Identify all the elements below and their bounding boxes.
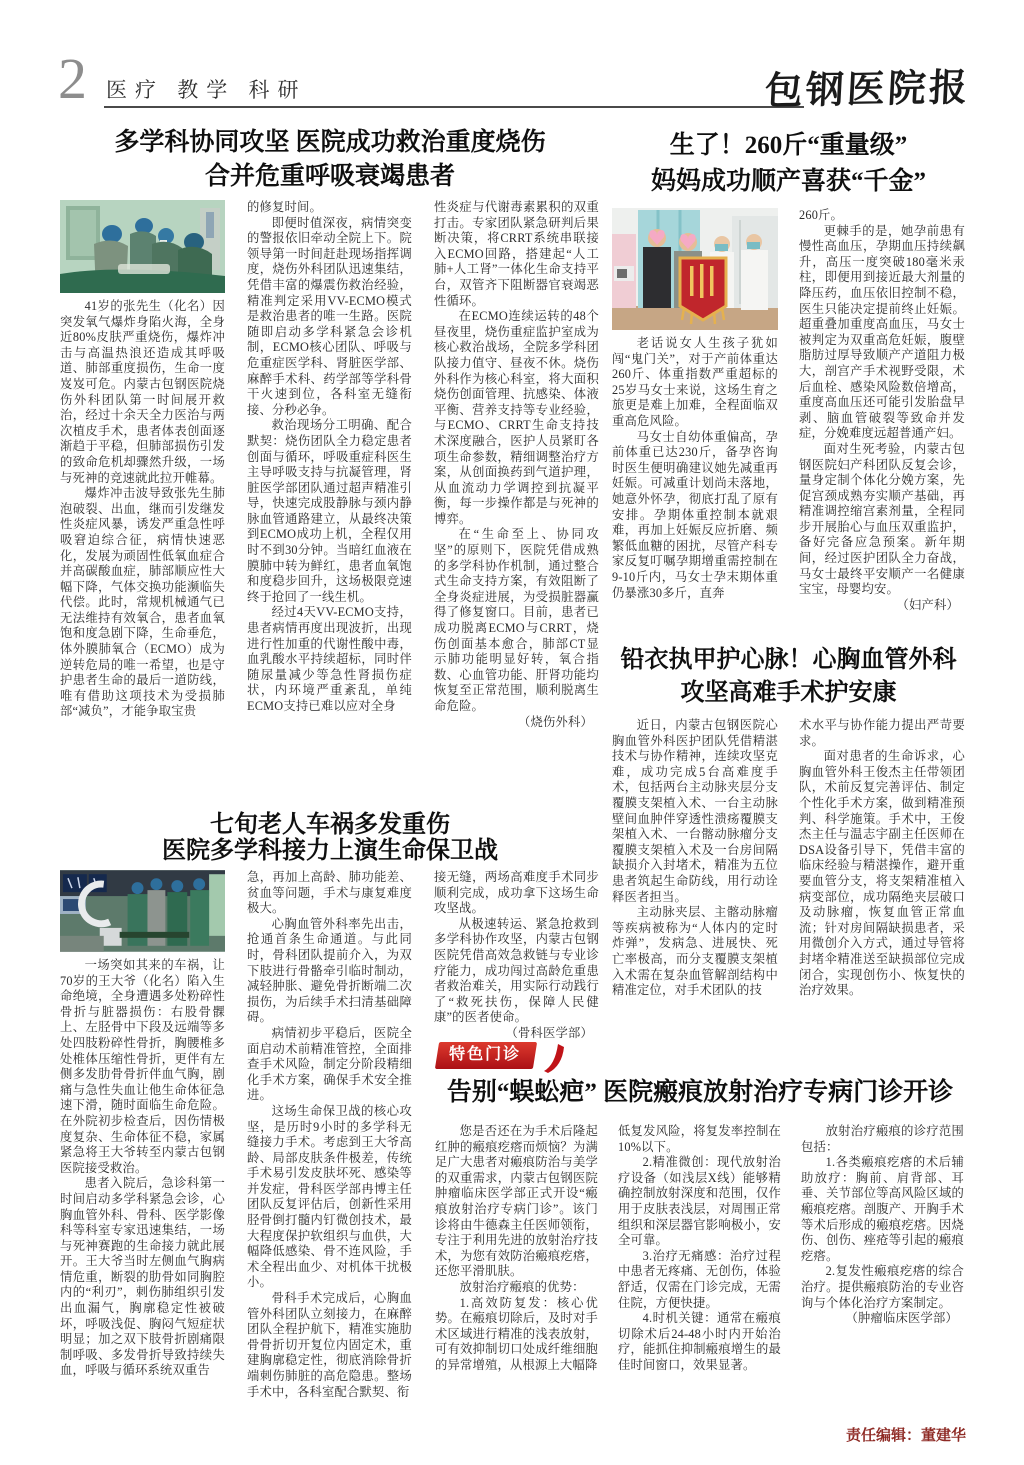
pennant-banner-illustration — [612, 208, 778, 330]
operating-room-illustration — [60, 200, 225, 293]
header-rule — [104, 106, 804, 108]
page-number: 2 — [58, 46, 87, 111]
text-column — [60, 870, 225, 1400]
column-text — [435, 1124, 598, 1374]
paragraph: 41岁的张先生（化名）因突发氧气爆炸身陷火海，全身近80%皮肤严重烧伤，爆炸冲击与高温热浪还造成其呼吸道、肺部重度损伤，生命一度岌岌可危。内蒙古包钢医院烧伤外科团队第一时间展开救治，经过十余天全力医治与两次植皮手术，患者体表创面逐渐趋于平稳，但肺部损伤引发的致命危机却骤然升级，一场与死神的竞速就此拉开帷幕。 — [60, 299, 225, 485]
c-arm-operating-room-illustration — [60, 870, 225, 952]
paragraph: 放射治疗瘢痕的优势： — [459, 1279, 585, 1294]
article-title — [60, 812, 600, 864]
paragraph: 在ECMO连续运转的48个昼夜里，烧伤重症监护室成为核心救治战场，全院多学科团队接力值守、昼夜不休。烧伤外科作为核心科室，将大面积烧伤创面管理、抗感染、体液平衡、营养支持等专业经验，与ECMO、CRRT生命支持技术深度融合，医护人员紧盯各项生命参数，精细调整治疗方案，从创面换药到气道护理，从血流动力学调控到抗凝平衡，每一步操作都是与死神的博弈。 — [434, 309, 599, 526]
badge-swoosh-icon — [541, 1042, 567, 1074]
paragraph: 在“生命至上、协同攻坚”的原则下，医院凭借成熟的多学科协作机制，通过整合式生命支持方案，有效阻断了全身炎症进展，为受损脏器赢得了修复窗口。目前，患者已成功脱离ECMO与CRRT，烧伤创面基本愈合，肺部CT显示肺功能明显好转，氧合指数、心血管功能、肝肾功能均恢复至正常范围，顺利脱离生命危险。 — [434, 527, 599, 713]
column-text — [799, 208, 965, 613]
text-column — [612, 208, 778, 613]
article-title — [60, 126, 600, 194]
paragraph: 近日，内蒙古包钢医院心胸血管外科医护团队凭借精湛技术与协作精神，连续攻坚克难，成功完成5台高难度手术，包括两台主动脉夹层分支覆膜支架植入术、一台主动脉壁间血肿伴穿透性溃疡覆膜支架植入术、一台髂动脉瘤分支覆膜支架植入术及一台房间隔缺损介入封堵术，精准为五位患者筑起生命防线，用行动诠释医者担当。 — [612, 718, 778, 904]
article-scar-radiotherapy-clinic — [435, 1076, 965, 1374]
paragraph: 马女士自幼体重偏高，孕前体重已达230斤，备孕咨询时医生便明确建议她先减重再妊娠。可减重计划尚未落地，她意外怀孕，彻底打乱了原有安排。孕期体重控制本就艰难，再加上妊娠反应折磨、频繁低血糖的困扰，尽管产科专家反复叮嘱孕期增重需控制在9-10斤内，马女士孕末期体重仍暴涨30多斤，直奔 — [612, 429, 778, 600]
column-text — [60, 299, 225, 720]
paragraph: 急，再加上高龄、肺功能差、贫血等问题，手术与康复难度极大。 — [247, 870, 412, 916]
paragraph: 的修复时间。 — [247, 200, 322, 214]
text-column — [799, 208, 965, 613]
column-text — [612, 718, 778, 999]
paragraph: 1.高效防复发：核心优势。在瘢痕切除后，及时对手术区域进行精准的浅表放射，可有效抑制切口处成纤维细胞的异常增殖，从根源上大幅降 — [435, 1295, 598, 1372]
paragraph: 这场生命保卫战的核心攻坚，是历时9小时的多学科无缝接力手术。考虑到王大爷高龄、局部皮肤条件极差，传统手术易引发皮肤坏死、感染等并发症，骨科医学部冉博主任团队反复评估后，创新性采用胫骨倒打髓内钉微创技术，最大程度保护软组织与血供，大幅降低感染、骨不连风险，手术全程出血少、对机体干扰极小。 — [247, 1103, 412, 1290]
title-line: 生了！260斤“重量级” — [669, 132, 908, 159]
paragraph: 主动脉夹层、主髂动脉瘤等疾病被称为“人体内的定时炸弹”，发病急、进展快、死亡率极高，而分支覆膜支架植入术需在复杂血管解剖结构中精准定位，对手术团队的技 — [612, 905, 778, 998]
paragraph: 您是否还在为手术后隆起红肿的瘢痕疙瘩而烦恼？为满足广大患者对瘢痕防治与美学的双重需求，内蒙古包钢医院肿瘤临床医学部正式开设“瘢痕放射治疗专病门诊”。该门诊将由牛德森主任医师领衔，专注于利用先进的放射治疗技术，为您有效防治瘢痕疙瘩，还您平滑肌肤。 — [435, 1124, 598, 1279]
section-title: 医疗 教学 科研 — [106, 78, 307, 102]
paragraph: 老话说女人生孩子犹如闯“鬼门关”，对于产前体重达260斤、体重指数严重超标的25岁马女士来说，这场生育之旅更是难上加难，全程面临双重高危风险。 — [612, 336, 778, 428]
newspaper-masthead: 包钢医院报 — [763, 67, 971, 113]
column-text — [247, 200, 412, 715]
paragraph: 从极速转运、紧急抢救到多学科协作攻坚，内蒙古包钢医院凭借高效急救链与专业诊疗能力，成功闯过高龄危重患者救治难关，用实际行动践行了“救死扶伤，保障人民健康”的医者使命。 — [434, 916, 599, 1025]
paragraph: 2.精准微创：现代放射治疗设备（如浅层X线）能够精确控制放射深度和范围，仅作用于皮肤表浅层，对周围正常组织和深层器官影响极小，安全可靠。 — [618, 1155, 781, 1248]
paragraph: 4.时机关键：通常在瘢痕切除术后24-48小时内开始治疗，能抓住抑制瘢痕增生的最佳时间窗口，效果显著。 — [618, 1311, 781, 1372]
text-column — [799, 718, 965, 999]
paragraph: 接无缝，两场高难度手术同步顺利完成，成功拿下这场生命攻坚战。 — [434, 870, 599, 916]
article-body — [612, 208, 965, 613]
paragraph: 3.治疗无痛感：治疗过程中患者无疼痛、无创伤，体验舒适，仅需在门诊完成，无需住院，方便快捷。 — [618, 1248, 781, 1310]
paragraph: 低复发风险，将复发率控制在10%以下。 — [618, 1124, 781, 1154]
article-title — [435, 1076, 965, 1110]
text-column — [612, 718, 778, 999]
column-text — [434, 870, 599, 1042]
banner-gift-photo — [612, 208, 778, 330]
text-column — [60, 200, 225, 730]
paragraph: 2.复发性瘢痕疙瘩的综合治疗。提供瘢痕防治的专业咨询与个体化治疗方案制定。 — [801, 1264, 964, 1310]
column-text — [618, 1124, 781, 1374]
title-line: 妈妈成功顺产喜获“千金” — [650, 168, 926, 195]
paragraph: 骨科手术完成后，心胸血管外科团队立刻接力，在麻醉团队全程护航下，精准实施肋骨骨折切开复位内固定术，重建胸廓稳定性，彻底消除骨折端刺伤肺脏的高危隐患。整场手术中，各科室配合默契、衔 — [247, 1291, 412, 1399]
paragraph: 面对生死考验，内蒙古包钢医院妇产科团队反复会诊，量身定制个体化分娩方案，先促宫颈成熟夯实顺产基础，再精准调控缩宫素剂量，全程同步开展胎心与血压双重监护，备好完备应急预案。新年期间，经过医护团队全力奋战，马女士最终平安顺产一名健康宝宝，母婴均安。 — [799, 441, 965, 597]
column-text — [612, 336, 778, 601]
responsible-editor: 责任编辑：董建华 — [845, 1428, 966, 1444]
title-line: 铅衣执甲护心脉！心胸血管外科 — [620, 647, 957, 673]
article-byline: （肿瘤临床医学部） — [845, 1311, 958, 1326]
paragraph: 爆炸冲击波导致张先生肺泡破裂、出血，继而引发继发性炎症风暴，诱发严重急性呼吸窘迫综合征，病情快速恶化，发展为顽固性低氧血症合并高碳酸血症，肺部顺应性大幅下降，气体交换功能濒临失代偿。此时，常规机械通气已无法维持有效氧合，患者血氧饱和度急剧下降，生命垂危，体外膜肺氧合（ECMO）成为逆转危局的唯一希望，也是守护患者生命的最后一道防线，唯有借助这项技术为受损肺部“减负”，才能争取宝贵 — [60, 486, 225, 719]
article-title — [612, 644, 965, 710]
text-column — [618, 1124, 781, 1374]
paragraph: 术水平与协作能力提出严苛要求。 — [799, 718, 965, 748]
article-heavy-mother-delivery — [612, 128, 965, 613]
paragraph: 即便时值深夜，病情突变的警报依旧牵动全院上下。院领导第一时间赶赴现场指挥调度，烧伤外科团队迅速集结，凭借丰富的爆震伤救治经验，精准判定采用VV-ECMO模式是救治患者的唯一生路。医院随即启动多学科紧急会诊机制，ECMO核心团队、呼吸与危重症医学科、肾脏医学部、麻醉手术科、药学部等学科骨干火速到位，各科室无缝衔接、分秒必争。 — [247, 215, 412, 417]
paragraph: 病情初步平稳后，医院全面启动术前精准管控，全面排查手术风险，制定分阶段精细化手术方案，确保手术安全推进。 — [247, 1025, 412, 1103]
paragraph: 救治现场分工明确、配合默契：烧伤团队全力稳定患者创面与循环，呼吸重症科医生主导呼吸支持与抗凝管理，肾脏医学部团队通过超声精准引导，快速完成股静脉与颈内静脉血管通路建立，从最终决策到ECMO成功上机，全程仅用时不到30分钟。当暗红血液在膜肺中转为鲜红，患者血氧饱和度稳步回升，这场极限竞速终于抢回了一线生机。 — [247, 418, 412, 604]
burn-surgery-photo — [60, 200, 225, 293]
trauma-surgery-photo — [60, 870, 225, 952]
text-column — [435, 1124, 598, 1374]
title-line: 医院多学科接力上演生命保卫战 — [162, 838, 498, 864]
badge-ribbon — [435, 1042, 537, 1069]
paragraph: 性炎症与代谢毒素累积的双重打击。专家团队紧急研判后果断决策，将CRRT系统串联接入ECMO回路，搭建起“人工肺+人工肾”一体化生命支持平台，双管齐下阻断器官衰竭恶性循环。 — [434, 200, 599, 308]
paragraph: 放射治疗瘢痕的诊疗范围包括： — [801, 1124, 964, 1154]
column-text — [801, 1124, 964, 1327]
paragraph: 面对患者的生命诉求，心胸血管外科王俊杰主任带领团队，术前反复完善评估、制定个性化手术方案，做到精准预判、科学施策。手术中，王俊杰主任与温志宇副主任医师在DSA设备引导下，凭借丰富的临床经验与精湛操作，避开重要血管分支，将支架精准植入病变部位，成功隔绝夹层破口及动脉瘤，恢复血管正常血流；针对房间隔缺损患者，采用微创介入方式，通过导管将封堵伞精准送至缺损部位完成闭合，实现创伤小、恢复快的治疗效果。 — [799, 749, 965, 998]
article-byline: （骨科医学部） — [505, 1025, 593, 1040]
paragraph: 更棘手的是，她孕前患有慢性高血压，孕期血压持续飙升，高压一度突破180毫米汞柱，即便用到接近最大剂量的降压药，血压依旧控制不稳，医生只能决定提前终止妊娠。超重叠加重度高血压，马女士被判定为双重高危妊娠，腹壁脂肪过厚导致顺产产道阻力极大，剖宫产手术视野受限，术后血栓、感染风险数倍增高，重度高血压还可能引发胎盘早剥、脑血管破裂等致命并发症，分娩难度远超普通产妇。 — [799, 223, 965, 441]
article-byline: （烧伤外科） — [518, 714, 593, 729]
paragraph: 1.各类瘢痕疙瘩的术后辅助放疗：胸前、肩背部、耳垂、关节部位等高风险区域的瘢痕疙瘩。剖腹产、开胸手术等术后形成的瘢痕疙瘩。因烧伤、创伤、痤疮等引起的瘢痕疙瘩。 — [801, 1155, 964, 1263]
article-byline: （妇产科） — [896, 597, 959, 612]
column-text — [799, 718, 965, 999]
text-column — [247, 200, 412, 730]
column-text — [247, 870, 412, 1400]
article-body — [612, 718, 965, 999]
column-text — [60, 958, 225, 1379]
article-burn-rescue — [60, 126, 600, 730]
text-column — [247, 870, 412, 1400]
article-cardiovascular-surgery — [612, 644, 965, 999]
paragraph: 260斤。 — [799, 208, 844, 222]
badge-label: 特色门诊 — [449, 1046, 522, 1063]
title-line: 攻坚高难手术护安康 — [680, 680, 897, 706]
column-text — [434, 200, 599, 730]
title-line: 合并危重呼吸衰竭患者 — [204, 163, 455, 190]
title-line: 告别“蜈蚣疤” 医院瘢痕放射治疗专病门诊开诊 — [446, 1079, 954, 1106]
article-title — [612, 128, 965, 200]
text-column — [801, 1124, 964, 1374]
article-body — [60, 200, 600, 730]
paragraph: 心胸血管外科率先出击，抢通首条生命通道。与此同时，骨科团队提前介入，为双下肢进行骨骼牵引临时制动，减轻肿胀、避免骨折断端二次损伤，为后续手术扫清基础障碍。 — [247, 916, 412, 1025]
text-column — [434, 200, 599, 730]
article-body — [435, 1124, 965, 1374]
title-line: 多学科协同攻坚 医院成功救治重度烧伤 — [114, 129, 546, 156]
title-line: 七旬老人车祸多发重伤 — [210, 812, 450, 838]
paragraph: 患者入院后，急诊科第一时间启动多学科紧急会诊，心胸血管外科、骨科、医学影像科等科室专家迅速集结，一场与死神赛跑的生命接力就此展开。王大爷当时左侧血气胸病情危重，断裂的肋骨如同胸腔内的“利刃”，刺伤肺组织引发出血漏气，胸廓稳定性被破坏，呼吸浅促、胸闷气短症状明显；加之双下肢骨折剧痛限制呼吸、多发骨折导致持续失血，呼吸与循环系统双重告 — [60, 1176, 225, 1378]
paragraph: 一场突如其来的车祸，让70岁的王大爷（化名）陷入生命绝境，全身遭遇多处粉碎性骨折与脏器损伤：右股骨髁上、左胫骨中下段及远端等多处四肢粉碎性骨折，胸腰椎多处椎体压缩性骨折，更伴有左侧多发肋骨骨折伴血气胸，剧痛与急性失血让他生命体征急速下滑，随时面临生命危险。在外院初步检查后，因伤情极度复杂、生命体征不稳，家属紧急将王大爷转至内蒙古包钢医院接受救治。 — [60, 958, 225, 1175]
paragraph: 经过4天VV-ECMO支持，患者病情再度出现波折，出现进行性加重的代谢性酸中毒，血乳酸水平持续超标，同时伴随尿量减少等急性肾损伤症状，内环境严重紊乱，单纯ECMO支持已难以应对全身 — [247, 605, 412, 713]
feature-clinic-badge — [437, 1042, 567, 1074]
